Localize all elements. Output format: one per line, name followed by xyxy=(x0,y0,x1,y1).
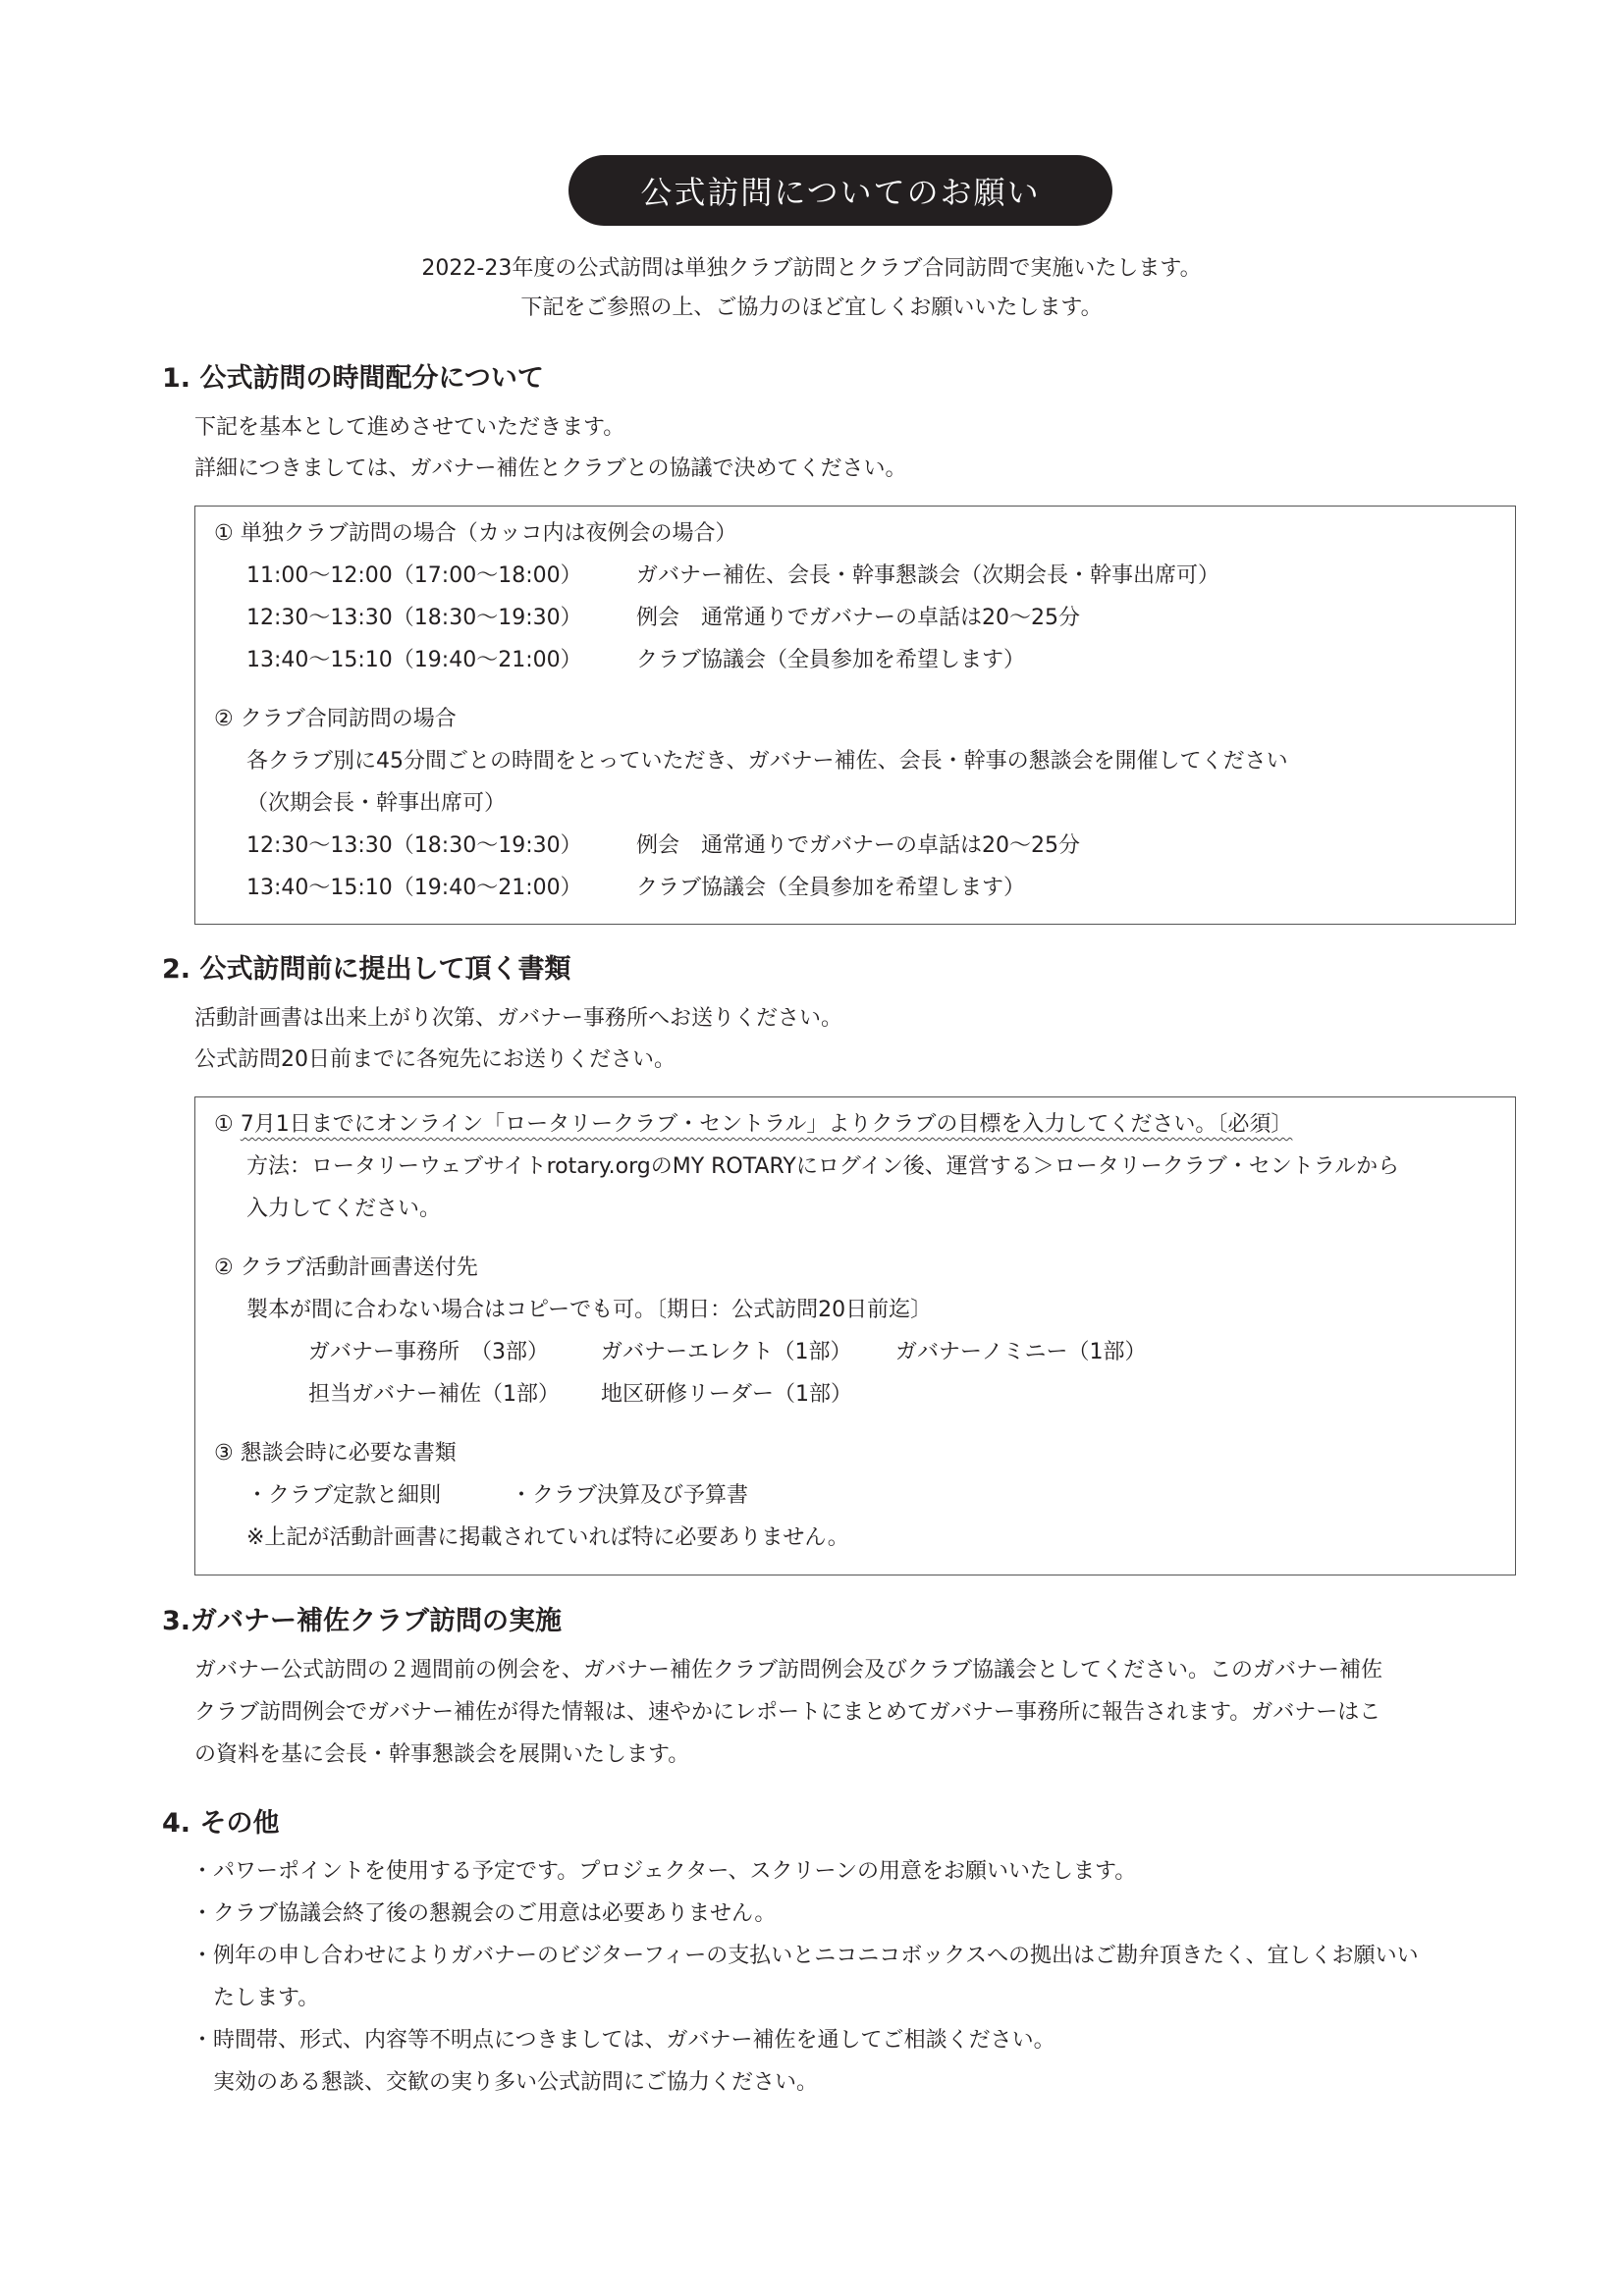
dest-governor-nominee: ガバナーノミニー（1部） xyxy=(895,1340,1147,1364)
dest-assistant-governor: 担当ガバナー補佐（1部） xyxy=(308,1382,560,1407)
joint-line-1: 各クラブ別に45分間ごとの時間をとっていただき、ガバナー補佐、会長・幹事の懇談会を開催してください xyxy=(246,749,1288,774)
item2-line-1: 製本が間に合わない場合はコピーでも可。〔期日：公式訪問20日前迄〕 xyxy=(246,1298,933,1322)
section4-line-6: 実効のある懇談、交歓の実り多い公式訪問にご協力ください。 xyxy=(191,2070,819,2095)
section1-heading: 1. 公式訪問の時間配分について xyxy=(162,363,544,394)
item1-title-row xyxy=(214,1104,1292,1146)
joint-row-1-desc: 例会 通常通りでガバナーの卓話は20～25分 xyxy=(636,833,1080,858)
section4-heading: 4. その他 xyxy=(162,1808,280,1839)
section2-line-2: 公式訪問20日前までに各宛先にお送りください。 xyxy=(194,1047,676,1072)
doc-bylaws: ・クラブ定款と細則 xyxy=(246,1483,442,1508)
single-row-1-time: 11:00～12:00（17:00～18:00） xyxy=(246,563,582,588)
item3-note: ※上記が活動計画書に掲載されていれば特に必要ありません。 xyxy=(246,1525,849,1550)
section1-line-2: 詳細につきましては、ガバナー補佐とクラブとの協議で決めてください。 xyxy=(194,456,907,481)
single-row-3-desc: クラブ協議会（全員参加を希望します） xyxy=(636,648,1026,672)
dest-training-leader: 地区研修リーダー（1部） xyxy=(601,1382,852,1407)
dest-governor-office: ガバナー事務所 （3部） xyxy=(308,1340,549,1364)
item1-title: 7月1日までにオンライン「ロータリークラブ・セントラル」よりクラブの目標を入力してください。〔必須〕 xyxy=(240,1112,1293,1137)
dest-governor-elect: ガバナーエレクト（1部） xyxy=(601,1340,852,1364)
section3-heading: 3.ガバナー補佐クラブ訪問の実施 xyxy=(162,1606,563,1636)
section3-line-3: の資料を基に会長・幹事懇談会を展開いたします。 xyxy=(194,1742,690,1767)
joint-line-2: （次期会長・幹事出席可） xyxy=(246,791,507,816)
page-title: 公式訪問についてのお願い xyxy=(568,155,1112,226)
section2-heading: 2. 公式訪問前に提出して頂く書類 xyxy=(162,954,571,985)
intro-line-1: 2022-23年度の公式訪問は単独クラブ訪問とクラブ合同訪問で実施いたします。 xyxy=(421,256,1202,281)
joint-row-2-time: 13:40～15:10（19:40～21:00） xyxy=(246,876,582,900)
item1-prefix: ① xyxy=(214,1112,234,1137)
single-row-2-time: 12:30～13:30（18:30～19:30） xyxy=(246,606,582,630)
single-row-2-desc: 例会 通常通りでガバナーの卓話は20～25分 xyxy=(636,606,1080,630)
intro-line-2: 下記をご参照の上、ご協力のほど宜しくお願いいたします。 xyxy=(520,295,1103,320)
section1-line-1: 下記を基本として進めさせていただきます。 xyxy=(194,415,625,440)
section4-line-3: ・例年の申し合わせによりガバナーのビジターフィーの支払いとニコニコボックスへの拠出はご勘弁頂きたく、宜しくお願いい xyxy=(191,1944,1419,1968)
single-visit-title: ① 単独クラブ訪問の場合（カッコ内は夜例会の場合） xyxy=(214,521,737,546)
section4-line-4: たします。 xyxy=(191,1986,320,2010)
joint-visit-title: ② クラブ合同訪問の場合 xyxy=(214,707,457,731)
joint-row-1-time: 12:30～13:30（18:30～19:30） xyxy=(246,833,582,858)
section4-line-5: ・時間帯、形式、内容等不明点につきましては、ガバナー補佐を通してご相談ください。 xyxy=(191,2028,1055,2053)
section3-line-1: ガバナー公式訪問の２週間前の例会を、ガバナー補佐クラブ訪問例会及びクラブ協議会としてください。このガバナー補佐 xyxy=(194,1658,1383,1682)
joint-row-2-desc: クラブ協議会（全員参加を希望します） xyxy=(636,876,1026,900)
item1-line-1: 方法：ロータリーウェブサイトrotary.orgのMY ROTARYにログイン後、運営する＞ロータリークラブ・セントラルから xyxy=(246,1154,1400,1179)
section2-line-1: 活動計画書は出来上がり次第、ガバナー事務所へお送りください。 xyxy=(194,1006,843,1031)
item2-title: ② クラブ活動計画書送付先 xyxy=(214,1255,478,1280)
item3-title: ③ 懇談会時に必要な書類 xyxy=(214,1441,457,1466)
section4-line-2: ・クラブ協議会終了後の懇親会のご用意は必要ありません。 xyxy=(191,1901,777,1926)
section4-line-1: ・パワーポイントを使用する予定です。プロジェクター、スクリーンの用意をお願いいたします。 xyxy=(191,1859,1137,1884)
doc-budget: ・クラブ決算及び予算書 xyxy=(511,1483,749,1508)
item1-line-2: 入力してください。 xyxy=(246,1197,442,1221)
single-row-1-desc: ガバナー補佐、会長・幹事懇談会（次期会長・幹事出席可） xyxy=(636,563,1220,588)
section3-line-2: クラブ訪問例会でガバナー補佐が得た情報は、速やかにレポートにまとめてガバナー事務所に報告されます。ガバナーはこ xyxy=(194,1700,1381,1725)
single-row-3-time: 13:40～15:10（19:40～21:00） xyxy=(246,648,582,672)
